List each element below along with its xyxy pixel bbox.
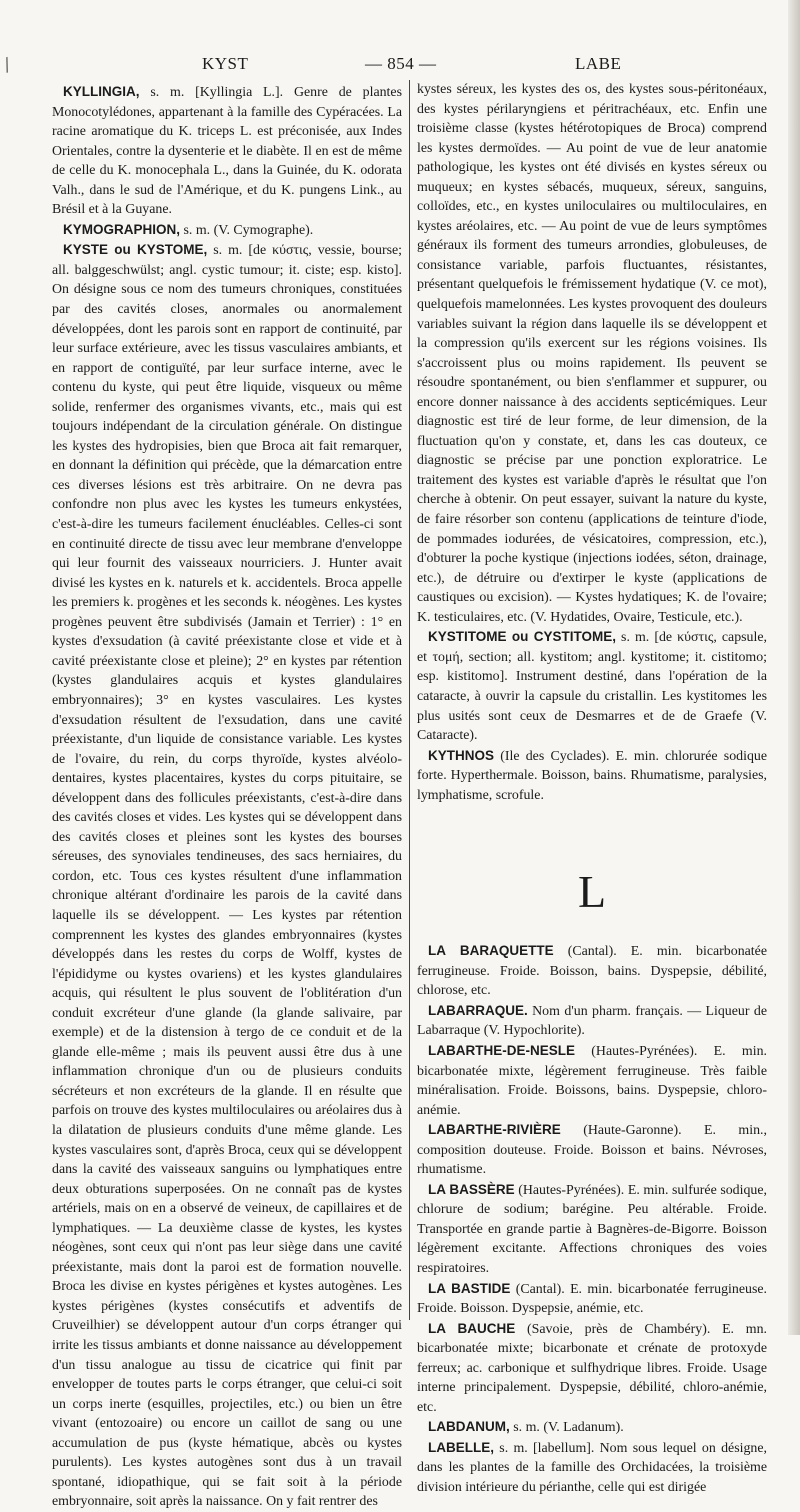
entry-headword: KYLLINGIA, [63, 84, 140, 99]
running-header [60, 54, 760, 76]
entry-text: (Cantal). E. min. bicarbonatée ferrugineuse. Froide. Boisson, bains. Dyspepsie, débilité, chlorose, etc. [417, 944, 767, 999]
entry-text: s. m. [de κύστις, vessie, bourse; all. balggeschwülst; angl. cystic tumour; it. ciste; esp. kisto]. On désigne sous ce nom des tumeurs chroniques, constituées par des cavités closes, anormales ou anormalement développées, dont les parois sont en rapport de continuité, par leur surface extérieure, avec les tissus vasculaires ambiants, et en rapport de contiguïté, par leur surface interne, avec le contenu du kyste, qui peut être liquide, visqueux ou même solide, renfermer des organismes vivants, etc., mais qui est toujours indépendant de la circulation générale. On distingue les kystes des hydropisies, bien que Broca ait fait remarquer, en donnant la définition qui précède, que la démarcation entre ces diverses lésions est très arbitraire. On ne devra pas confondre non plus avec les kystes les tumeurs enkystées, c'est-à-dire les tumeurs facilement énucléables. Celles-ci sont en continuité directe de tissu avec leur membrane d'enveloppe qui leur fournit des vaisseaux nourriciers. J. Hunter avait divisé les kystes en k. naturels et k. accidentels. Broca appelle les premiers k. progènes et les seconds k. néogènes. Les kystes progènes peuvent être subdivisés (Jamain et Terrier) : 1° en kystes d'exsudation (à cavité préexistante close et vide et à cavité préexistante close et pleine); 2° en kystes par rétention (kystes glandulaires acquis et kystes glandulaires embryonnaires); 3° en kystes vasculaires. Les kystes d'exsudation résultent de l'exsudation, dans une cavité préexistante, d'un liquide de consistance variable. Les kystes de l'ovaire, du rein, du corps thyroïde, kystes alvéolo-dentaires, kystes placentaires, kystes du corps pituitaire, se développent dans des follicules préexistants, c'est-à-dire dans des cavités closes et vides. Les kystes qui se développent dans des cavités closes et pleines sont les kystes des bourses séreuses, des synoviales tendineuses, des sacs herniaires, du cordon, etc. Tous ces kystes résultent d'une inflammation chronique altérant d'ordinaire les parois de la cavité dans laquelle ils se développent. — Les kystes par rétention comprennent les kystes des glandes embryonnaires (kystes développés dans les restes du corps de Wolff, kystes de l'épididyme ou kystes ovariens) et les kystes glandulaires acquis, qui résultent le plus souvent de l'oblitération d'un conduit excréteur d'une glande (la glande salivaire, par exemple) et de la distension à tergo de ce conduit et de la glande elle-même ; mais ils peuvent aussi être dus à une inflammation chronique d'un ou de plusieurs conduits sécréteurs et non excréteurs de la glande. Il en résulte que parfois on trouve des kystes multiloculaires ou aréolaires dus à la dilatation de plusieurs conduits d'une même glande. Les kystes vasculaires sont, d'après Broca, ceux qui se développent dans la cavité des vaisseaux sanguins ou lymphatiques entre deux obturations superposées. On ne connaît pas de kystes artériels, mais on en a observé de veineux, de capillaires et de lymphatiques. — La deuxième classe de kystes, les kystes néogènes, sont ceux qui n'ont pas leur siège dans une cavité préexistante, mais dont la paroi est de formation nouvelle. Broca les divise en kystes périgènes et kystes autogènes. Les kystes périgènes (kystes consécutifs et adventifs de Cruveilhier) se développent autour d'un corps étranger qui irrite les tissus ambiants et donne naissance au développement d'un tissu analogue au tissu de cicatrice qui finit par envelopper de toutes parts le corps étranger, que celui-ci soit un corps inerte (esquilles, projectiles, etc.) ou bien un être vivant (entozoaire) ou encore un caillot de sang ou une accumulation de pus (kyste hématique, abcès ou kystes purulents). Les kystes autogènes sont dus à un travail spontané, idiopathique, qui se fait soit à la période embryonnaire, soit après la naissance. On y fait rentrer des [52, 243, 403, 1510]
entry-text: s. m. [labellum]. Nom sous lequel on désigne, dans les plantes de la famille des Orchidacées, la troisième division intérieure du périanthe, celle qui est dirigée [417, 1440, 767, 1495]
entry-la-baraquette [417, 941, 767, 1001]
entry-labarthe-de-nesle [417, 1041, 767, 1120]
entry-headword: KYTHNOS [428, 747, 495, 763]
entry-headword: LA BASSÈRE [428, 1181, 515, 1197]
column-divider [409, 80, 410, 1320]
entry-la-bastide [417, 1279, 767, 1319]
entry-text: (Cantal). E. min. bicarbonatée ferrugineuse. Froide. Boisson. Dyspepsie, anémie, etc. [417, 1281, 768, 1317]
entry-kyste-continued [417, 80, 767, 627]
entry-headword: KYMOGRAPHION, [63, 221, 181, 237]
entry-kyllingia [52, 82, 402, 220]
entry-headword: LABARTHE-DE-NESLE [428, 1042, 575, 1058]
entry-headword: LABARTHE-RIVIÈRE [428, 1122, 561, 1138]
page-number: — 854 — [365, 54, 437, 73]
entry-text: s. m. (V. Ladanum). [509, 1420, 624, 1436]
entry-headword: LABDANUM, [428, 1419, 510, 1435]
entry-headword: LA BARAQUETTE [428, 943, 554, 959]
right-column [417, 80, 768, 1495]
section-letter: L [577, 866, 607, 918]
entry-text: (Ile des Cyclades). E. min. chlorurée sodique forte. Hyperthermale. Boisson, bains. Rhumatisme, paralysies, lymphatisme, scrofule. [417, 748, 767, 803]
left-column [52, 82, 403, 1510]
entry-labarthe-riviere [417, 1120, 767, 1180]
entry-headword: KYSTITOME ou CYSTITOME, [428, 629, 616, 645]
entry-text: s. m. [de κύστις, capsule, et τομή, section; all. kystitom; angl. kystitome; it. cistitomo; esp. kistitomo]. Instrument destiné, dans l'opération de la cataracte, à ouvrir la capsule du cristallin. Les kystitomes les plus usités sont ceux de Desmarres et de de Graefe (V. Cataracte). [417, 630, 767, 744]
entry-kymographion [52, 220, 402, 241]
entry-text: Nom d'un pharm. français. — Liqueur de Labarraque (V. Hypochlorite). [417, 1003, 767, 1039]
entry-la-bassere [417, 1180, 767, 1279]
entry-kythnos [417, 746, 767, 806]
header-left-word: KYST [202, 54, 249, 73]
header-right-word: LABE [575, 54, 622, 73]
entry-text: (Haute-Garonne). E. min., composition douteuse. Froide. Boisson et bains. Névroses, rhumatisme. [417, 1123, 767, 1178]
entry-kyste [52, 240, 402, 1512]
entry-headword: LA BAUCHE [428, 1320, 516, 1336]
entry-headword: KYSTE ou KYSTOME, [63, 242, 208, 258]
entry-text: s. m. [Kyllingia L.]. Genre de plantes Monocotylédones, appartenant à la famille des Cypéracées. La racine aromatique du K. triceps L. est préconisée, aux Indes Orientales, contre la dysenterie et le diabète. Il en est de même de celle du K. monocephala L., dans la Guinée, du K. odorata Valh., dans le sud de l'Amérique, et du K. pungens Link., au Brésil et à la Guyane. [52, 85, 402, 218]
entry-la-bauche [417, 1319, 767, 1418]
entry-headword: LA BASTIDE [428, 1280, 511, 1296]
entry-text: (Hautes-Pyrénées). E. min. sulfurée sodique, chlorure de sodium; barégine. Peu altérable. Froide. Transportée en grande partie à Bagnères-de-Bigorre. Boisson légèrement excitante. Affections chroniques des voies respiratoires. [417, 1182, 768, 1276]
margin-mark: / [0, 51, 15, 78]
entry-kystitome [417, 627, 767, 745]
entry-labarraque [417, 1001, 767, 1041]
entry-labdanum [417, 1417, 767, 1438]
entry-text: (Savoie, près de Chambéry). E. mn. bicarbonatée mixte; bicarbonate et crénate de protoxyde ferreux; ac. carbonique et sulfhydrique libres. Froide. Usage interne principalement. Dyspepsie, débilité, chloro-anémie, etc. [417, 1321, 767, 1415]
entry-text: s. m. (V. Cymographe). [180, 222, 314, 238]
entry-text: (Hautes-Pyrénées). E. min. bicarbonatée mixte, légèrement ferrugineuse. Très faible minéralisation. Froide. Boissons, bains. Dyspepsie, chloro-anémie. [417, 1043, 767, 1118]
entry-headword: LABELLE, [428, 1439, 494, 1455]
entry-text: kystes séreux, les kystes des os, des kystes sous-péritonéaux, des kystes périlaryngiens et péritrachéaux, etc. Enfin une troisième classe (kystes hétérotopiques de Broca) comprend les kystes dermoïdes. — Au point de vue de leur anatomie pathologique, les kystes ont été divisés en kystes séreux ou muqueux; en kystes sébacés, muqueux, séreux, sanguins, colloïdes, etc., en kystes uniloculaires ou multiloculaires, en kystes aréolaires, etc. — Au point de vue de leurs symptômes généraux ils forment des tumeurs arrondies, globuleuses, de consistance variable, parfois fluctuantes, résistantes, présentant quelquefois le frémissement hydatique (V. ce mot), quelquefois mamelonnées. Les kystes provoquent des douleurs variables suivant la région dans laquelle ils se développent et la compression qu'ils exercent sur les régions voisines. Ils s'accroissent plus ou moins rapidement. Ils peuvent se résoudre spontanément, ou bien s'enflammer et suppurer, ou encore donner naissance à des accidents septicémiques. Leur diagnostic est tiré de leur forme, de leur dimension, de la fluctuation qu'on y constate, et, dans les cas douteux, ce diagnostic se précise par une ponction exploratrice. Le traitement des kystes est variable d'après le résultat que l'on cherche à obtenir. On peut essayer, suivant la nature du kyste, de faire résorber son contenu (applications de teinture d'iode, de pommades iodurées, de vésicatoires, compression, etc.), d'obturer la poche kystique (injections iodées, séton, drainage, etc.), de détruire ou d'extirper le kyste (applications de caustiques ou excision). — Kystes hydatiques; K. de l'ovaire; K. testiculaires, etc. (V. Hydatides, Ovaire, Testicule, etc.). [417, 82, 767, 625]
entry-headword: LABARRAQUE. [428, 1002, 528, 1018]
page-gutter-shadow [788, 0, 800, 1335]
entry-labelle [417, 1438, 767, 1498]
